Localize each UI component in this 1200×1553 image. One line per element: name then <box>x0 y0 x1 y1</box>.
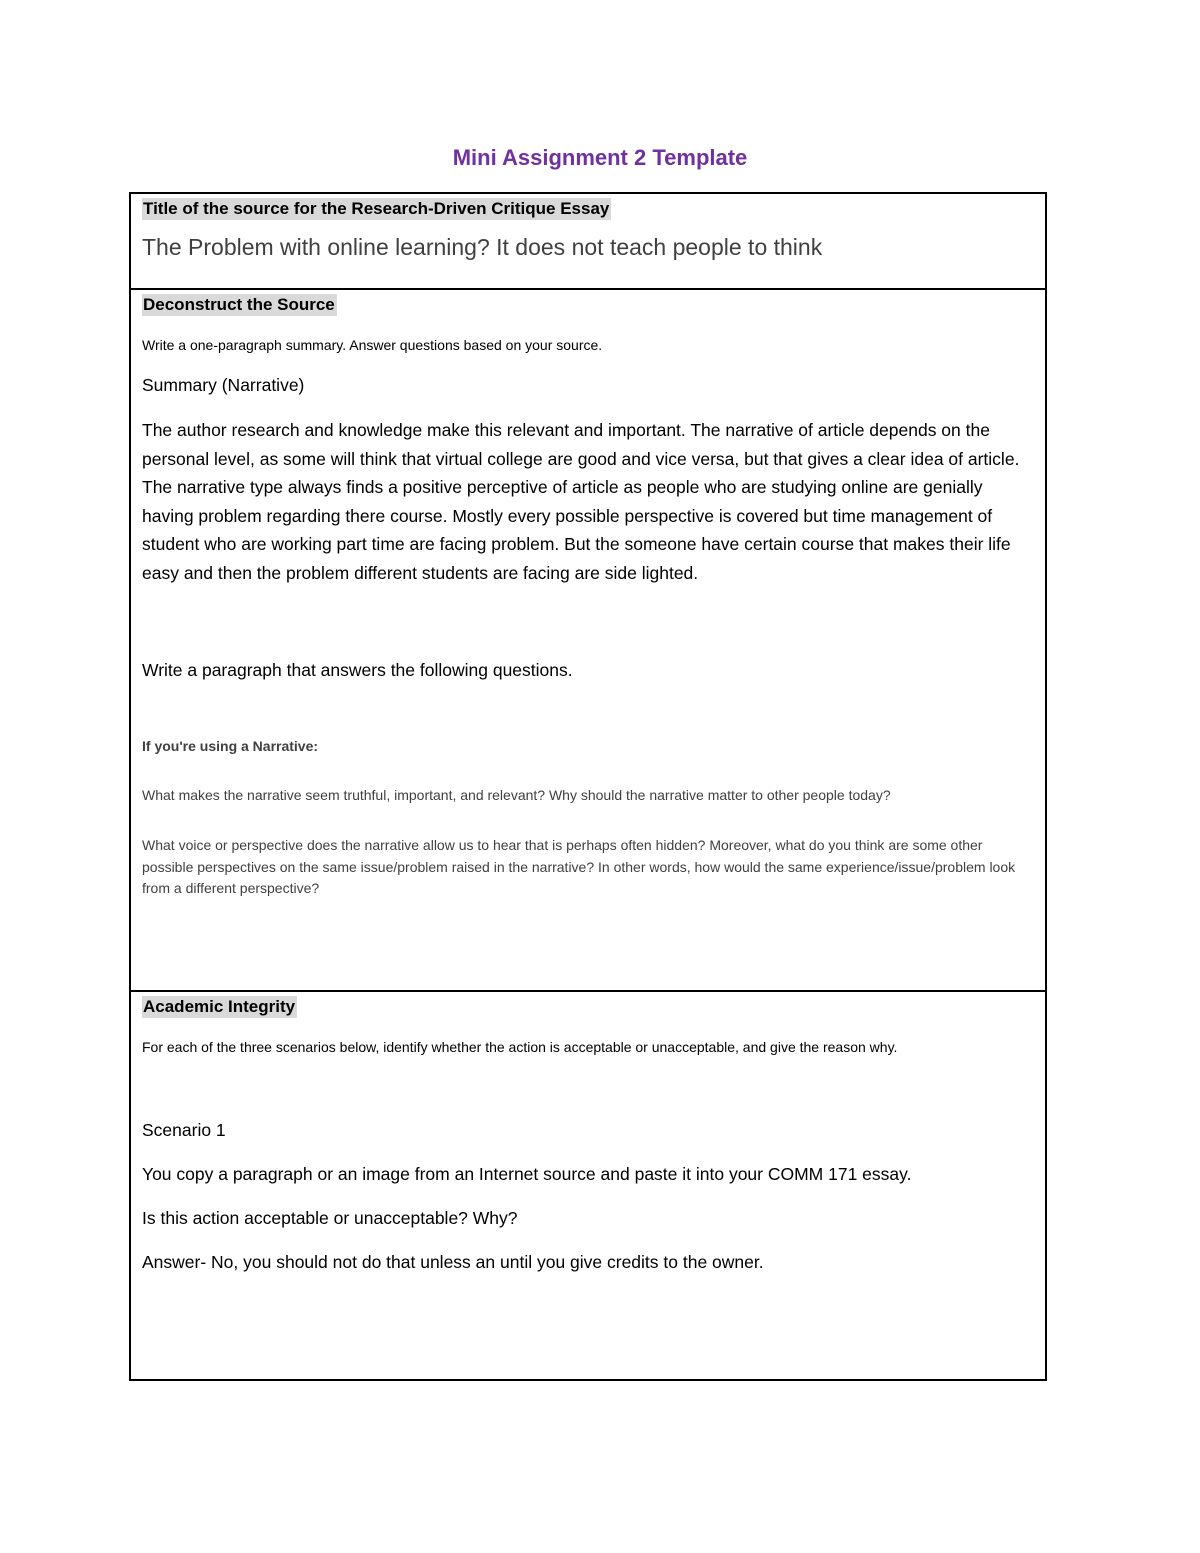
scenario-label: Scenario 1 <box>142 1120 226 1140</box>
source-title-text: The Problem with online learning? It does not teach people to think <box>142 234 823 260</box>
narrative-label: If you're using a Narrative: <box>142 738 319 754</box>
integrity-instruction: For each of the three scenarios below, identify whether the action is acceptable or unacceptable, and give the reason why. <box>142 1039 898 1055</box>
scenario-text: You copy a paragraph or an image from an Internet source and paste it into your COMM 171 essay. <box>142 1164 912 1184</box>
deconstruct-instruction: Write a one-paragraph summary. Answer questions based on your source. <box>142 337 603 353</box>
narrative-question-1: What makes the narrative seem truthful, important, and relevant? Why should the narrative matter to other people today? <box>142 787 891 803</box>
summary-text: The author research and knowledge make this relevant and important. The narrative of article depends on the personal level, as some will think that virtual college are good and vice versa, but that gives a clear idea of article. The narrative type always finds a positive perceptive of article as people who are studying online are genially having problem regarding there course. Mostly every possible perspective is covered but time management of student who are working part time are facing problem. But the someone have certain course that makes their life easy and then the problem different students are facing are side lighted. <box>142 420 1020 583</box>
source-title-cell <box>131 194 1045 288</box>
narrative-question-2: What voice or perspective does the narrative allow us to hear that is perhaps often hidden? Moreover, what do you think are some other possible perspectives on the same issue/problem raised in the narrative? In other words, how would the same experience/issue/problem look from a different perspective? <box>142 837 1016 896</box>
scenario-answer: Answer- No, you should not do that unless an until you give credits to the owner. <box>142 1252 764 1272</box>
academic-integrity-cell <box>131 990 1045 1379</box>
deconstruct-heading: Deconstruct the Source <box>143 295 335 314</box>
summary-label: Summary (Narrative) <box>142 375 305 395</box>
integrity-heading: Academic Integrity <box>143 997 296 1016</box>
scenario-question: Is this action acceptable or unacceptable? Why? <box>142 1208 518 1228</box>
assignment-table <box>129 192 1047 1381</box>
deconstruct-cell <box>131 288 1045 990</box>
source-heading: Title of the source for the Research-Driven Critique Essay <box>143 199 610 218</box>
document-title: Mini Assignment 2 Template <box>452 145 748 170</box>
paragraph-prompt: Write a paragraph that answers the following questions. <box>142 660 573 680</box>
